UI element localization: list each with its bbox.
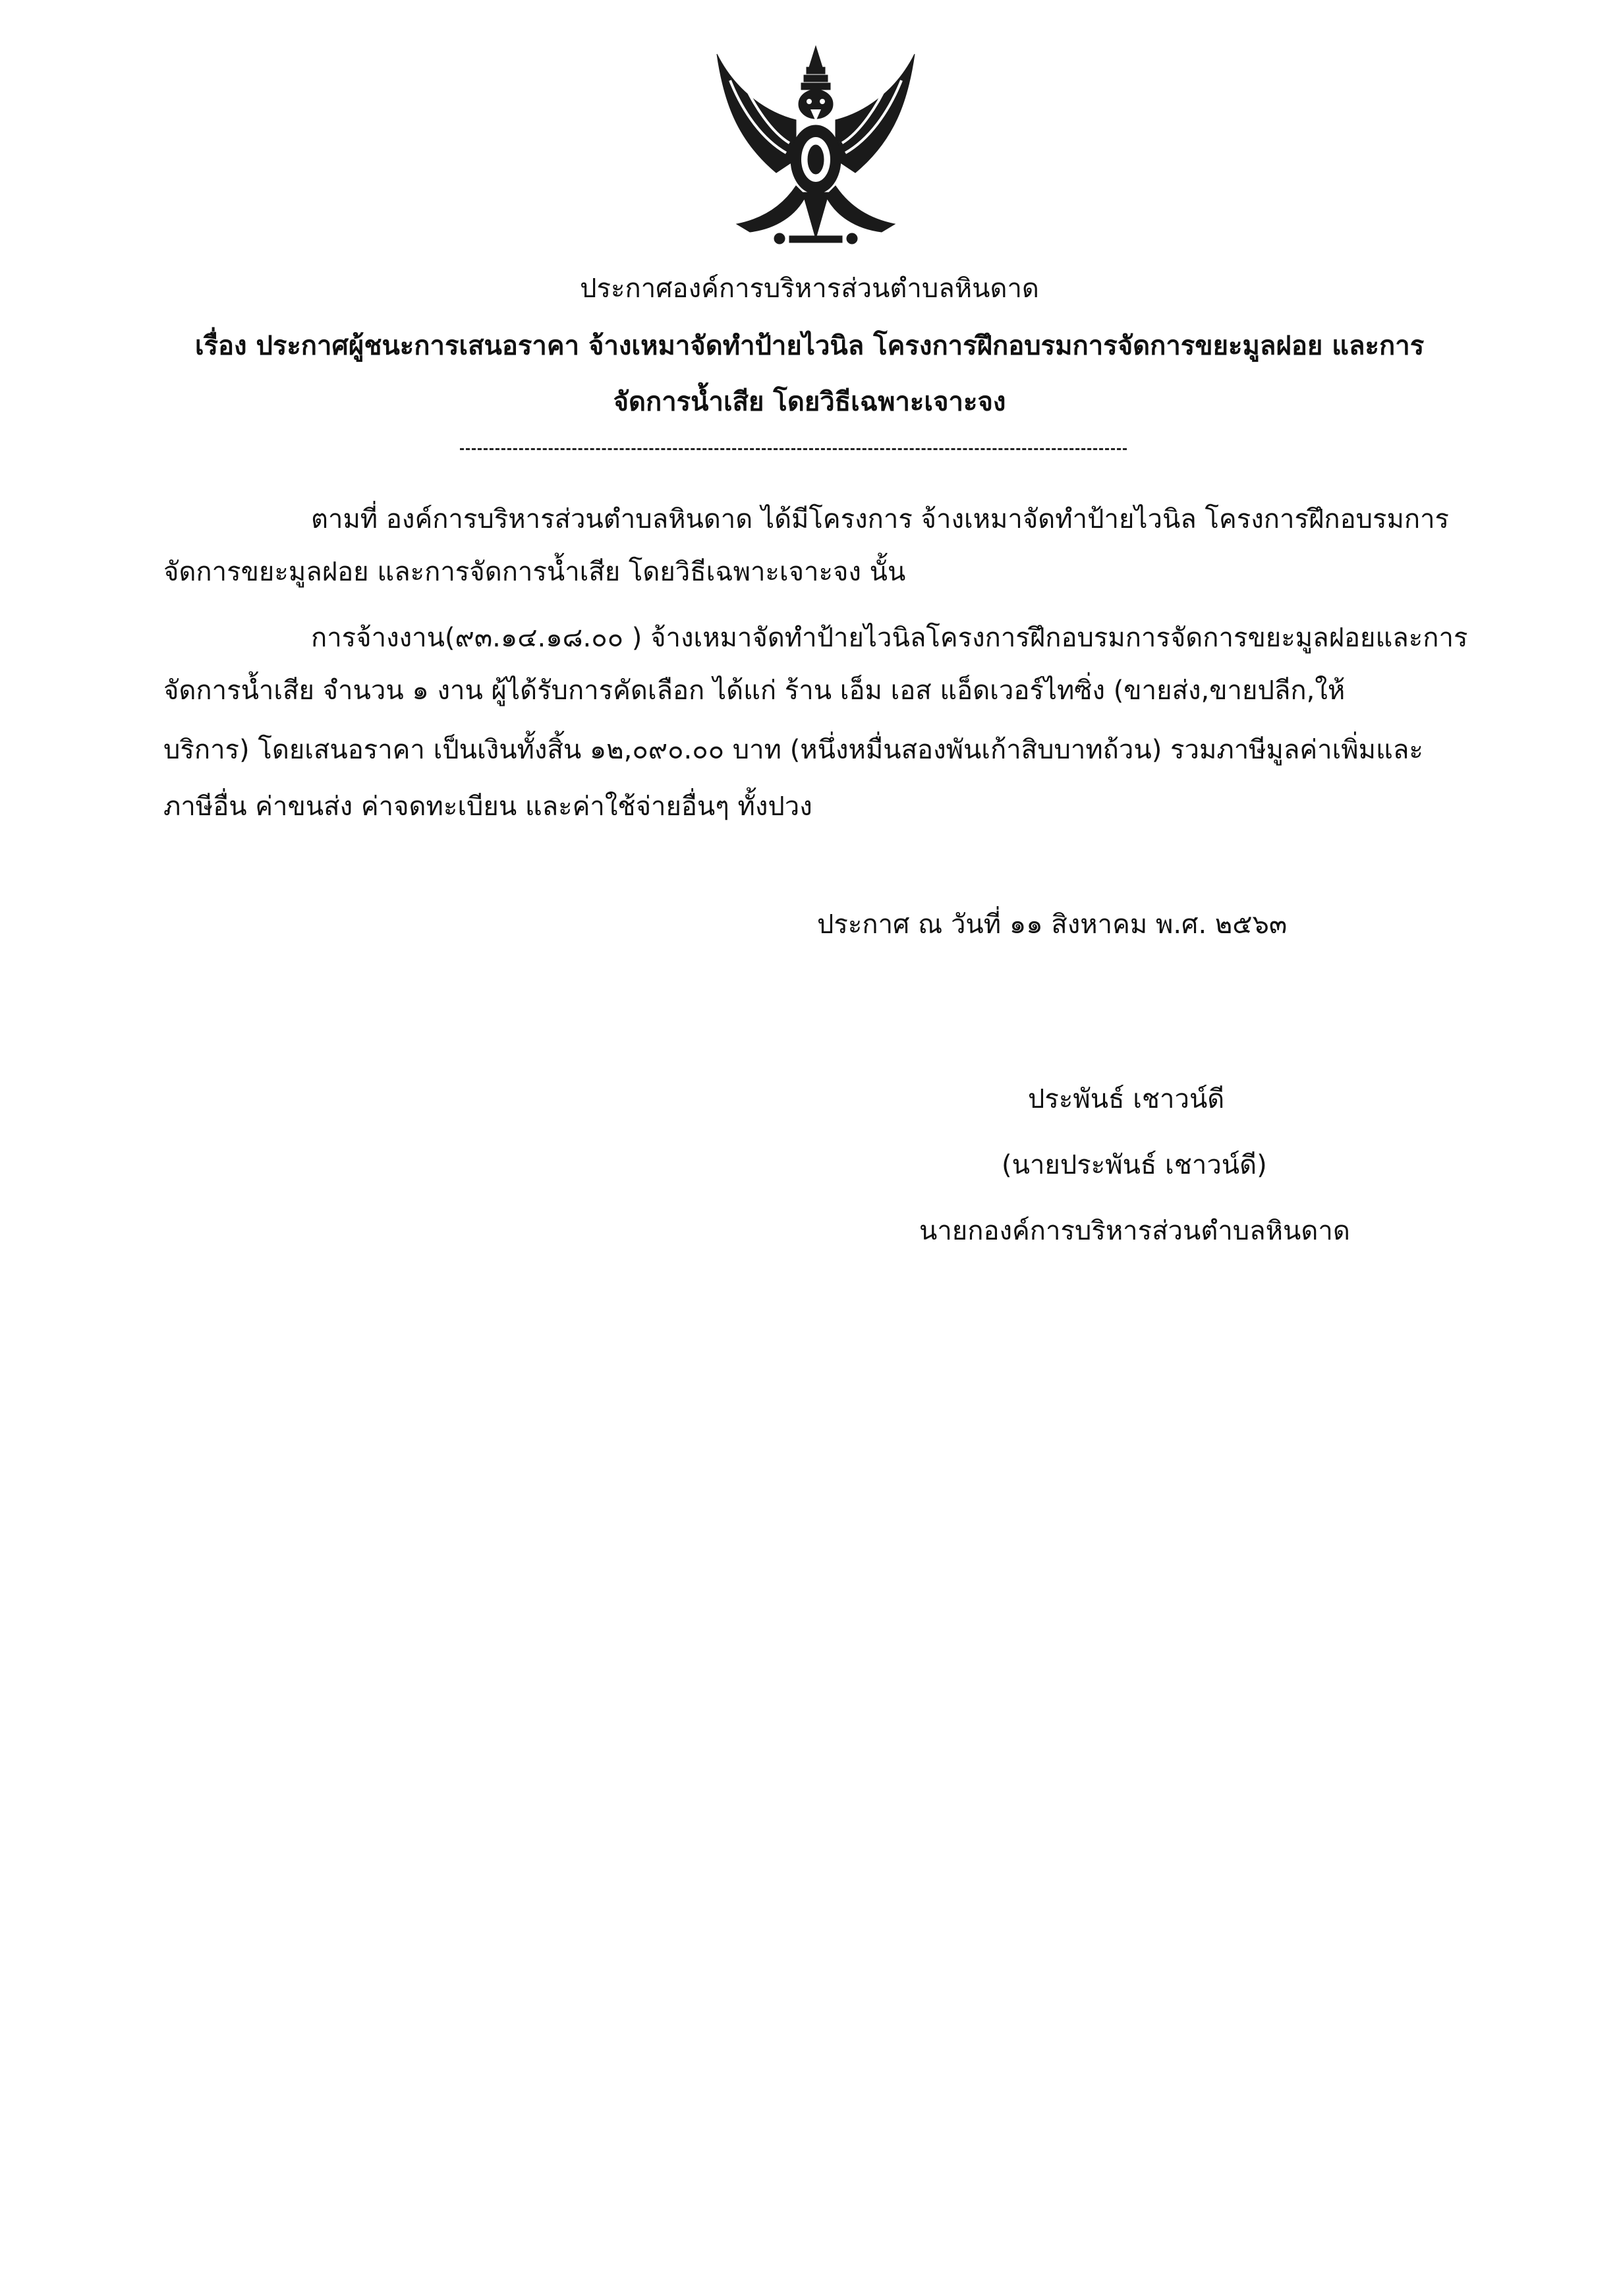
paragraph-2-line-2: จัดการน้ำเสีย จำนวน ๑ งาน ผู้ได้รับการคัดเลือก ได้แก่ ร้าน เอ็ม เอส แอ็ดเวอร์ไทซิ่ง (ขายส่ง,ขายปลีก,ให้ bbox=[163, 675, 1346, 706]
garuda-emblem-icon bbox=[710, 41, 921, 258]
announcement-date: ประกาศ ณ วันที่ ๑๑ สิงหาคม พ.ศ. ๒๕๖๓ bbox=[817, 909, 1288, 940]
signatory-title: นายกองค์การบริหารส่วนตำบลหินดาด bbox=[919, 1216, 1350, 1246]
subject-line-1: เรื่อง ประกาศผู้ชนะการเสนอราคา จ้างเหมาจัดทำป้ายไวนิล โครงการฝึกอบรมการจัดการขยะมูลฝอย และการ bbox=[194, 331, 1425, 361]
org-title: ประกาศองค์การบริหารส่วนตำบลหินดาด bbox=[580, 273, 1039, 304]
signature-name: ประพันธ์ เชาวน์ดี bbox=[1028, 1084, 1225, 1114]
paragraph-2-line-4: ภาษีอื่น ค่าขนส่ง ค่าจดทะเบียน และค่าใช้จ่ายอื่นๆ ทั้งปวง bbox=[163, 791, 812, 822]
subject-line-2: จัดการน้ำเสีย โดยวิธีเฉพาะเจาะจง bbox=[613, 387, 1006, 417]
paragraph-2-line-3: บริการ) โดยเสนอราคา เป็นเงินทั้งสิ้น ๑๒,๐๙๐.๐๐ บาท (หนึ่งหมื่นสองพันเก้าสิบบาทถ้วน) รวมภาษีมูลค่าเพิ่มและ bbox=[163, 735, 1423, 765]
paragraph-1-line-2: จัดการขยะมูลฝอย และการจัดการน้ำเสีย โดยวิธีเฉพาะเจาะจง นั้น bbox=[163, 557, 906, 587]
paragraph-2-line-1: การจ้างงาน(๙๓.๑๔.๑๘.๐๐ ) จ้างเหมาจัดทำป้ายไวนิลโครงการฝึกอบรมการจัดการขยะมูลฝอยและการ bbox=[311, 623, 1468, 653]
divider bbox=[460, 448, 1127, 450]
signatory-full-name: (นายประพันธ์ เชาวน์ดี) bbox=[1002, 1150, 1267, 1180]
paragraph-1-line-1: ตามที่ องค์การบริหารส่วนตำบลหินดาด ได้มีโครงการ จ้างเหมาจัดทำป้ายไวนิล โครงการฝึกอบรมการ bbox=[311, 504, 1450, 534]
